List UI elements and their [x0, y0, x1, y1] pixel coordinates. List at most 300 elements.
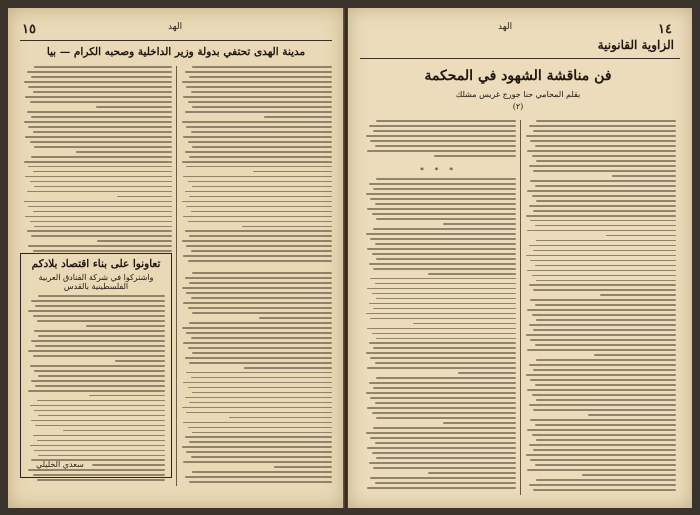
text-line: [366, 193, 516, 195]
text-line: [370, 238, 516, 240]
text-line: [34, 66, 172, 68]
text-line: [536, 240, 676, 242]
text-line: [530, 260, 676, 262]
text-line: [533, 130, 676, 132]
text-line: [529, 284, 676, 286]
text-line: [191, 297, 332, 299]
text-line: [31, 420, 165, 422]
text-line: [31, 235, 172, 237]
text-line: [376, 417, 516, 419]
text-line: [30, 181, 173, 183]
text-line: [28, 245, 172, 247]
text-line: [185, 191, 332, 193]
text-line: [370, 357, 516, 359]
text-line: [373, 188, 516, 190]
text-line: [37, 320, 165, 322]
article-byline: بقلم المحامي حنا جورج غريس مشلك: [455, 90, 581, 99]
text-line: [188, 181, 332, 183]
text-line: [33, 171, 173, 173]
text-line: [373, 130, 516, 132]
text-line: [186, 126, 332, 128]
text-line: [600, 294, 676, 296]
text-line: [529, 364, 676, 366]
text-line: [253, 171, 332, 173]
ad-title: تعاونوا على بناء اقتصاد بلادكم: [31, 258, 161, 270]
running-head: الهد: [168, 22, 183, 32]
text-line: [375, 442, 516, 444]
text-line: [182, 446, 332, 448]
text-line: [188, 101, 332, 103]
text-line: [532, 434, 676, 436]
text-line: [533, 329, 676, 331]
text-line: [189, 76, 332, 78]
text-line: [532, 314, 676, 316]
text-line: [183, 382, 332, 384]
text-line: [183, 96, 332, 98]
ad-signature: سعدي الخليلي: [36, 460, 84, 469]
text-line: [533, 250, 676, 252]
text-line: [38, 335, 165, 337]
text-line: [376, 377, 516, 379]
text-line: [527, 309, 676, 311]
text-line: [188, 347, 332, 349]
text-line: [183, 176, 332, 178]
text-line: [192, 432, 332, 434]
text-line: [527, 150, 676, 152]
text-line: [35, 425, 165, 427]
text-line: [33, 435, 165, 437]
text-line: [533, 409, 676, 411]
text-line: [24, 161, 173, 163]
text-line: [529, 484, 676, 486]
header-rule: [20, 40, 332, 41]
text-line: [34, 226, 172, 228]
text-line: [28, 310, 165, 312]
text-line: [38, 295, 165, 297]
text-line: [189, 481, 332, 483]
text-line: [185, 397, 332, 399]
text-line: [186, 292, 332, 294]
text-line: [115, 360, 165, 362]
text-line: [529, 165, 676, 167]
article-column-left: [22, 66, 172, 256]
text-line: [533, 489, 676, 491]
text-line: [191, 131, 332, 133]
text-line: [186, 86, 332, 88]
text-line: [526, 454, 676, 456]
text-line: [375, 482, 516, 484]
left-page: [8, 8, 344, 508]
ad-subtitle: واشتركوا في شركة الفنادق العربية الفلسطينية بالقدس: [38, 273, 154, 291]
headline: مدينة الهدى تحتفي بدولة وزير الداخلية وصحبه الكرام — بيا: [46, 46, 306, 58]
text-line: [376, 218, 516, 220]
text-line: [370, 437, 516, 439]
text-line: [413, 323, 516, 325]
text-line: [366, 135, 516, 137]
text-line: [27, 111, 173, 113]
text-line: [33, 355, 165, 357]
text-line: [274, 466, 332, 468]
text-line: [259, 317, 332, 319]
text-line: [370, 278, 516, 280]
text-line: [185, 476, 332, 478]
text-line: [35, 305, 165, 307]
text-line: [38, 415, 165, 417]
text-line: [533, 170, 676, 172]
text-line: [373, 268, 516, 270]
text-line: [186, 332, 332, 334]
text-line: [191, 337, 332, 339]
text-line: [369, 342, 516, 344]
text-line: [530, 299, 676, 301]
text-line: [375, 203, 516, 205]
text-line: [189, 441, 332, 443]
text-line: [376, 120, 516, 122]
text-line: [366, 392, 516, 394]
text-line: [370, 140, 516, 142]
text-line: [373, 228, 516, 230]
text-line: [373, 347, 516, 349]
text-line: [30, 141, 173, 143]
text-line: [530, 419, 676, 421]
text-line: [191, 377, 332, 379]
text-line: [33, 474, 165, 476]
text-line: [373, 427, 516, 429]
text-line: [372, 293, 516, 295]
text-line: [369, 125, 516, 127]
text-line: [536, 120, 676, 122]
text-line: [367, 447, 516, 449]
text-line: [372, 333, 516, 335]
text-line: [188, 260, 332, 262]
text-line: [582, 474, 676, 476]
text-line: [186, 206, 332, 208]
text-line: [38, 375, 165, 377]
text-line: [532, 155, 676, 157]
text-line: [376, 338, 516, 340]
text-line: [182, 407, 332, 409]
text-line: [192, 352, 332, 354]
text-line: [192, 392, 332, 394]
text-line: [536, 399, 676, 401]
text-line: [28, 350, 165, 352]
text-line: [186, 412, 332, 414]
text-line: [369, 382, 516, 384]
text-line: [33, 211, 173, 213]
text-line: [529, 324, 676, 326]
text-line: [375, 283, 516, 285]
text-line: [28, 390, 165, 392]
text-line: [192, 146, 332, 148]
text-line: [182, 287, 332, 289]
section-separator: * * *: [420, 166, 458, 175]
text-line: [192, 186, 332, 188]
text-line: [529, 245, 676, 247]
text-line: [532, 394, 676, 396]
text-line: [189, 282, 332, 284]
text-line: [33, 315, 165, 317]
text-line: [192, 312, 332, 314]
text-line: [28, 166, 172, 168]
text-line: [373, 387, 516, 389]
text-line: [434, 155, 516, 157]
text-line: [33, 91, 173, 93]
text-line: [264, 116, 332, 118]
text-line: [28, 469, 165, 471]
text-line: [34, 330, 165, 332]
text-line: [526, 255, 676, 257]
text-line: [612, 175, 676, 177]
text-line: [188, 141, 332, 143]
page-number: ١٤: [658, 22, 672, 37]
text-line: [375, 145, 516, 147]
text-line: [532, 275, 676, 277]
text-line: [536, 319, 676, 321]
text-line: [186, 372, 332, 374]
text-line: [24, 81, 173, 83]
text-line: [366, 352, 516, 354]
text-line: [535, 145, 676, 147]
text-line: [30, 101, 173, 103]
text-line: [188, 307, 332, 309]
article-part: (٢): [512, 102, 524, 111]
text-line: [76, 151, 172, 153]
text-line: [192, 66, 332, 68]
text-line: [367, 407, 516, 409]
text-line: [526, 334, 676, 336]
article-column-right: [180, 66, 332, 266]
text-line: [185, 71, 332, 73]
text-line: [530, 459, 676, 461]
text-line: [189, 362, 332, 364]
text-line: [34, 186, 172, 188]
text-line: [376, 457, 516, 459]
text-line: [191, 211, 332, 213]
text-line: [191, 456, 332, 458]
text-line: [35, 345, 165, 347]
text-line: [25, 216, 172, 218]
text-line: [30, 445, 165, 447]
text-line: [372, 253, 516, 255]
text-line: [443, 223, 516, 225]
text-line: [370, 477, 516, 479]
text-line: [182, 81, 332, 83]
text-line: [527, 230, 676, 232]
text-line: [188, 221, 332, 223]
text-line: [63, 430, 165, 432]
text-line: [428, 273, 516, 275]
text-line: [367, 288, 516, 290]
text-line: [182, 327, 332, 329]
text-line: [535, 424, 676, 426]
text-line: [25, 136, 172, 138]
text-line: [533, 449, 676, 451]
text-line: [375, 243, 516, 245]
text-line: [86, 325, 165, 327]
text-line: [183, 342, 332, 344]
text-line: [536, 280, 676, 282]
text-line: [369, 462, 516, 464]
text-line: [372, 412, 516, 414]
text-line: [527, 389, 676, 391]
article-column-right-lower: [180, 272, 332, 487]
text-line: [372, 452, 516, 454]
text-line: [185, 151, 332, 153]
text-line: [376, 178, 516, 180]
text-line: [186, 451, 332, 453]
text-line: [532, 195, 676, 197]
text-line: [533, 289, 676, 291]
text-line: [30, 405, 165, 407]
text-line: [37, 479, 165, 481]
text-line: [229, 417, 332, 419]
text-line: [588, 414, 676, 416]
text-line: [428, 472, 516, 474]
text-line: [244, 367, 332, 369]
text-line: [31, 76, 172, 78]
text-line: [185, 230, 332, 232]
text-line: [37, 400, 165, 402]
text-line: [188, 387, 332, 389]
text-line: [535, 304, 676, 306]
text-line: [30, 221, 173, 223]
text-line: [185, 436, 332, 438]
text-line: [594, 354, 676, 356]
column-divider: [520, 120, 521, 495]
text-line: [33, 250, 173, 252]
running-head: الهد: [498, 22, 513, 32]
text-line: [34, 370, 165, 372]
text-line: [191, 250, 332, 252]
text-line: [192, 106, 332, 108]
text-line: [27, 71, 173, 73]
text-line: [536, 479, 676, 481]
text-line: [31, 156, 172, 158]
text-line: [191, 91, 332, 93]
text-line: [606, 235, 676, 237]
text-line: [31, 380, 165, 382]
text-line: [185, 111, 332, 113]
text-line: [97, 240, 172, 242]
text-line: [535, 185, 676, 187]
text-line: [527, 349, 676, 351]
text-line: [375, 362, 516, 364]
text-line: [533, 210, 676, 212]
text-line: [183, 136, 332, 138]
text-line: [530, 339, 676, 341]
text-line: [188, 427, 332, 429]
text-line: [182, 240, 332, 242]
text-line: [373, 308, 516, 310]
text-line: [527, 429, 676, 431]
text-line: [529, 125, 676, 127]
text-line: [27, 230, 173, 232]
text-line: [372, 213, 516, 215]
header-rule: [360, 58, 680, 59]
text-line: [529, 404, 676, 406]
text-line: [366, 233, 516, 235]
text-line: [189, 322, 332, 324]
text-line: [443, 422, 516, 424]
text-line: [535, 225, 676, 227]
text-line: [182, 201, 332, 203]
section-heading: الزاوية القانونية: [597, 38, 674, 52]
text-line: [192, 471, 332, 473]
text-line: [536, 439, 676, 441]
text-line: [367, 328, 516, 330]
text-line: [376, 258, 516, 260]
page-number: ١٥: [22, 22, 36, 37]
text-line: [186, 245, 332, 247]
text-line: [527, 469, 676, 471]
text-line: [28, 86, 172, 88]
text-line: [369, 183, 516, 185]
text-line: [530, 180, 676, 182]
article-title: فن مناقشة الشهود في المحكمة: [424, 68, 612, 84]
text-line: [370, 318, 516, 320]
text-line: [367, 150, 516, 152]
text-line: [535, 344, 676, 346]
text-line: [33, 131, 173, 133]
text-line: [530, 379, 676, 381]
text-line: [370, 397, 516, 399]
text-line: [24, 201, 173, 203]
article-column-left-top: [364, 120, 516, 162]
text-line: [96, 106, 173, 108]
text-line: [31, 116, 172, 118]
right-page: [348, 8, 692, 508]
text-line: [28, 126, 172, 128]
text-line: [536, 200, 676, 202]
text-line: [25, 96, 172, 98]
text-line: [535, 464, 676, 466]
text-line: [536, 160, 676, 162]
text-line: [536, 359, 676, 361]
text-line: [366, 313, 516, 315]
text-line: [189, 402, 332, 404]
text-line: [376, 298, 516, 300]
text-line: [529, 444, 676, 446]
text-line: [189, 235, 332, 237]
text-line: [89, 395, 165, 397]
text-line: [38, 455, 165, 457]
text-line: [366, 432, 516, 434]
text-line: [530, 140, 676, 142]
text-line: [530, 220, 676, 222]
text-line: [34, 146, 172, 148]
text-line: [526, 215, 676, 217]
text-line: [189, 196, 332, 198]
text-line: [34, 450, 165, 452]
text-line: [369, 303, 516, 305]
advertisement-box: [20, 253, 172, 478]
text-line: [27, 191, 173, 193]
text-line: [375, 402, 516, 404]
text-line: [37, 440, 165, 442]
text-line: [186, 166, 332, 168]
text-line: [183, 216, 332, 218]
article-column-left: [364, 178, 516, 495]
text-line: [28, 206, 172, 208]
text-line: [533, 369, 676, 371]
text-line: [182, 121, 332, 123]
text-line: [35, 385, 165, 387]
text-line: [34, 410, 165, 412]
text-line: [92, 464, 165, 466]
text-line: [526, 135, 676, 137]
column-divider: [176, 66, 177, 486]
text-line: [535, 265, 676, 267]
